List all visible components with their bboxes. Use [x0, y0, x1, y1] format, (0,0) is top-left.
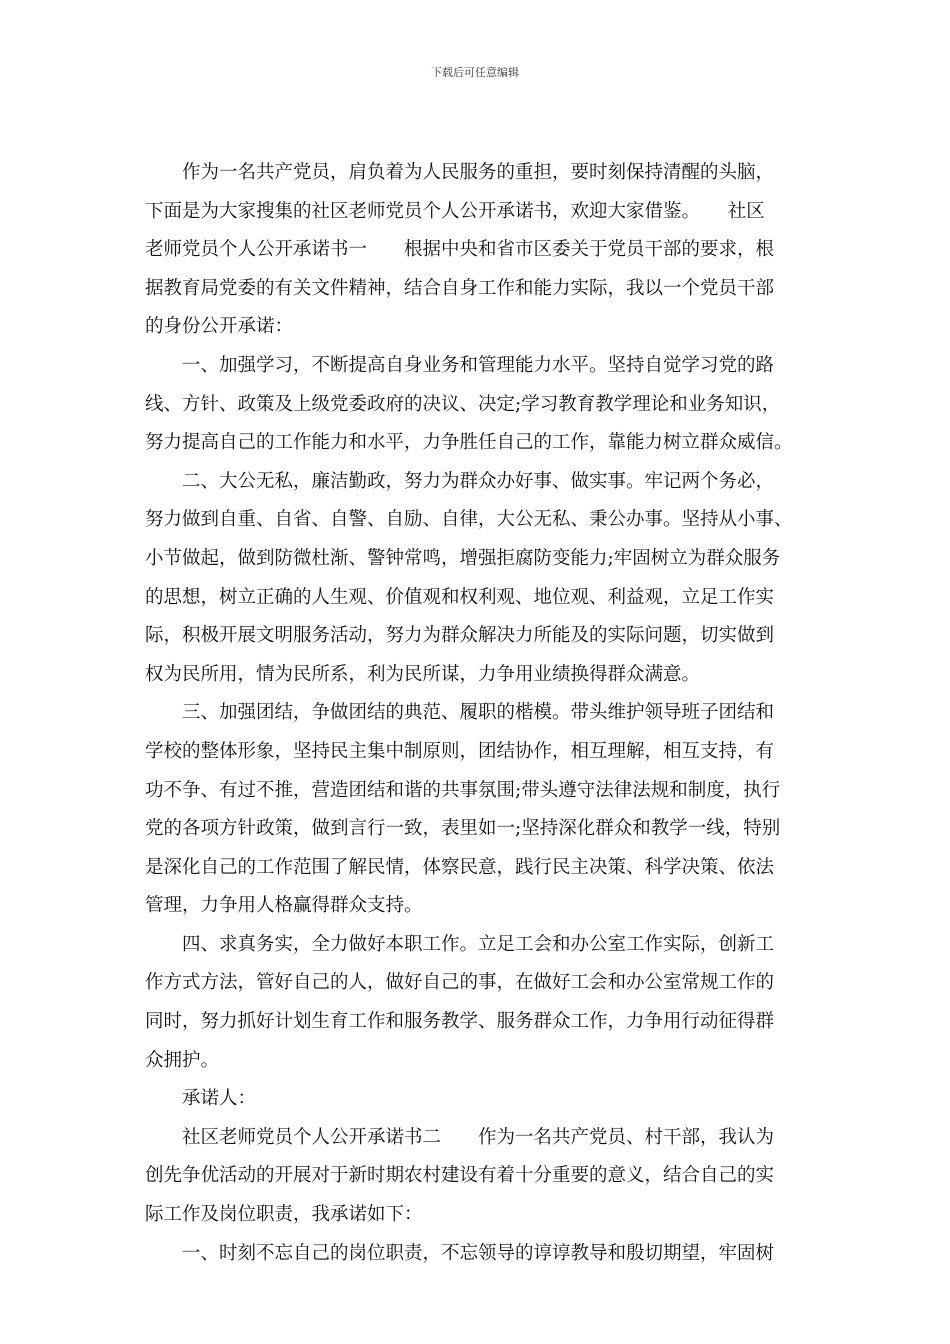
text-line: 同时，努力抓好计划生育工作和服务教学、服务群众工作，力争用行动征得群: [145, 1011, 775, 1033]
text-line: 际，积极开展文明服务活动，努力为群众解决力所能及的实际问题，切实做到: [145, 625, 775, 647]
text-line: 三、加强团结，争做团结的典范、履职的楷模。带头维护领导班子团结和: [145, 702, 775, 724]
text-line: 小节做起，做到防微杜渐、警钟常鸣，增强拒腐防变能力;牢固树立为群众服务: [145, 547, 781, 569]
text-line: 党的各项方针政策，做到言行一致，表里如一;坚持深化群众和教学一线，特别: [145, 818, 781, 840]
text-line: 际工作及岗位职责，我承诺如下：: [145, 1204, 423, 1226]
text-line: 线、方针、政策及上级党委政府的决议、决定;学习教育教学理论和业务知识，: [145, 393, 781, 415]
text-line: 四、求真务实，全力做好本职工作。立足工会和办公室工作实际，创新工: [145, 933, 775, 955]
text-line: 据教育局党委的有关文件精神，结合自身工作和能力实际，我以一个党员干部: [145, 277, 775, 299]
text-line: 努力提高自己的工作能力和水平，力争胜任自己的工作，靠能力树立群众威信。: [145, 432, 793, 454]
text-line: 众拥护。: [145, 1049, 220, 1071]
text-line: 功不争、有过不推，营造团结和谐的共事氛围;带头遵守法律法规和制度，执行: [145, 779, 781, 801]
text-line: 作为一名共产党员，肩负着为人民服务的重担，要时刻保持清醒的头脑，: [145, 162, 775, 183]
text-line: 二、大公无私，廉洁勤政，努力为群众办好事、做实事。牢记两个务必，: [145, 470, 775, 492]
text-line: 是深化自己的工作范围了解民情，体察民意，践行民主决策、科学决策、依法: [145, 856, 775, 878]
text-line: 老师党员个人公开承诺书一 根据中央和省市区委关于党员干部的要求，根: [145, 239, 775, 261]
text-line: 管理，力争用人格赢得群众支持。: [145, 895, 423, 917]
text-line: 学校的整体形象，坚持民主集中制原则，团结协作，相互理解，相互支持，有: [145, 740, 775, 762]
text-line: 努力做到自重、自省、自警、自励、自律，大公无私、秉公办事。坚持从小事、: [145, 509, 793, 531]
text-line: 权为民所用，情为民所系，利为民所谋，力争用业绩换得群众满意。: [145, 663, 701, 685]
text-line: 一、时刻不忘自己的岗位职责，不忘领导的谆谆教导和殷切期望，牢固树: [145, 1242, 775, 1264]
text-line: 的思想，树立正确的人生观、价值观和权利观、地位观、利益观，立足工作实: [145, 586, 775, 608]
text-line: 承诺人：: [145, 1088, 257, 1110]
text-line: 一、加强学习，不断提高自身业务和管理能力水平。坚持自觉学习党的路: [145, 354, 775, 376]
text-line: 社区老师党员个人公开承诺书二 作为一名共产党员、村干部，我认为: [145, 1126, 775, 1148]
page-header-note: 下载后可任意编辑: [431, 66, 519, 79]
text-line: 作方式方法，管好自己的人，做好自己的事，在做好工会和办公室常规工作的: [145, 972, 775, 994]
text-line: 创先争优活动的开展对于新时期农村建设有着十分重要的意义，结合自己的实: [145, 1165, 775, 1187]
text-line: 下面是为大家搜集的社区老师党员个人公开承诺书，欢迎大家借鉴。 社区: [145, 200, 765, 222]
document-body: [145, 154, 807, 1273]
text-line: 的身份公开承诺：: [145, 316, 294, 338]
